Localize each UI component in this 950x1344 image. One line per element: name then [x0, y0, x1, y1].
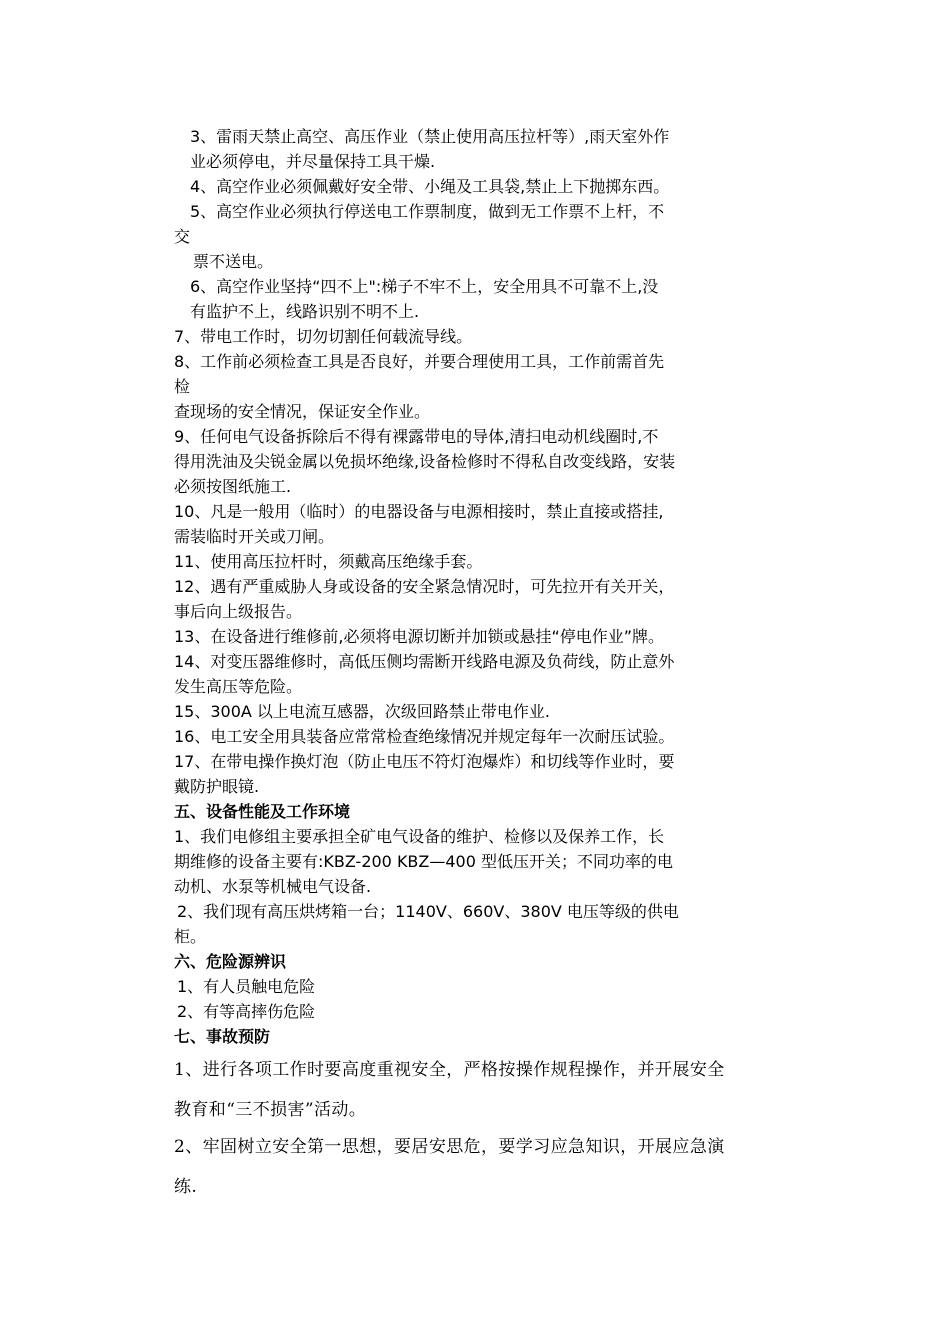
section-6-heading: 六、危险源辨识: [174, 952, 287, 971]
rule-8-line-2: 检: [174, 377, 191, 396]
rule-15-line-1: 15、300A 以上电流互感器，次级回路禁止带电作业.: [174, 702, 551, 721]
rule-3-line-2: 业必须停电，并尽量保持工具干燥.: [190, 152, 436, 171]
rule-14-line-1: 14、对变压器维修时，高低压侧均需断开线路电源及负荷线，防止意外: [174, 652, 675, 671]
rule-12-line-1: 12、遇有严重威胁人身或设备的安全紧急情况时，可先拉开有关开关，: [174, 577, 675, 596]
section-7-item-1-line-2: 教育和“三不损害”活动。: [174, 1100, 367, 1120]
rule-5-line-3: 票不送电。: [193, 252, 274, 271]
rule-16-line-1: 16、电工安全用具装备应常常检查绝缘情况并规定每年一次耐压试验。: [174, 727, 675, 746]
rule-12-line-2: 事后向上级报告。: [174, 602, 303, 621]
rule-11-line-1: 11、使用高压拉杆时，须戴高压绝缘手套。: [174, 552, 483, 571]
rule-8-line-1: 8、工作前必须检查工具是否良好，并要合理使用工具，工作前需首先: [174, 352, 665, 371]
section-5-item-1-line-1: 1、我们电修组主要承担全矿电气设备的维护、检修以及保养工作，长: [174, 827, 665, 846]
rule-17-line-2: 戴防护眼镜.: [174, 777, 260, 796]
rule-9-line-2: 得用洗油及尖锐金属以免损坏绝缘,设备检修时不得私自改变线路，安装: [174, 452, 676, 471]
section-6-item-1: 1、有人员触电危险: [177, 977, 316, 996]
rule-6-line-2: 有监护不上，线路识别不明不上.: [190, 302, 420, 321]
rule-9-line-1: 9、任何电气设备拆除后不得有裸露带电的导体,清扫电动机线圈时,不: [174, 427, 659, 446]
section-7-heading: 七、事故预防: [174, 1027, 271, 1046]
rule-3-line-1: 3、雷雨天禁止高空、高压作业（禁止使用高压拉杆等）,雨天室外作: [190, 127, 670, 146]
section-5-item-1-line-2: 期维修的设备主要有:KBZ-200 KBZ—400 型低压开关；不同功率的电: [174, 852, 673, 871]
rule-7-line-1: 7、带电工作时，切勿切割任何载流导线。: [174, 327, 473, 346]
section-7-item-2-line-2: 练.: [174, 1177, 198, 1197]
rule-5-line-1: 5、高空作业必须执行停送电工作票制度，做到无工作票不上杆，不: [190, 202, 665, 221]
rule-10-line-2: 需装临时开关或刀闸。: [174, 527, 335, 546]
rule-9-line-3: 必须按图纸施工.: [174, 477, 292, 496]
rule-13-line-1: 13、在设备进行维修前,必须将电源切断并加锁或悬挂“停电作业”牌。: [174, 627, 665, 646]
section-5-heading: 五、设备性能及工作环境: [174, 802, 351, 821]
rule-5-line-2: 交: [174, 227, 191, 246]
section-6-item-2: 2、有等高摔伤危险: [177, 1002, 316, 1021]
rule-4-line-1: 4、高空作业必须佩戴好安全带、小绳及工具袋,禁止上下抛掷东西。: [190, 177, 670, 196]
section-7-item-1-line-1: 1、进行各项工作时要高度重视安全，严格按操作规程操作，并开展安全: [174, 1060, 725, 1080]
section-5-item-2-line-2: 柜。: [174, 927, 207, 946]
rule-10-line-1: 10、凡是一般用（临时）的电器设备与电源相接时，禁止直接或搭挂,: [174, 502, 664, 521]
section-5-item-2-line-1: 2、我们现有高压烘烤箱一台；1140V、660V、380V 电压等级的供电: [177, 902, 679, 921]
rule-14-line-2: 发生高压等危险。: [174, 677, 303, 696]
section-5-item-1-line-3: 动机、水泵等机械电气设备.: [174, 877, 372, 896]
rule-6-line-1: 6、高空作业坚持“四不上":梯子不牢不上，安全用具不可靠不上,没: [190, 277, 659, 296]
section-7-item-2-line-1: 2、牢固树立安全第一思想，要居安思危，要学习应急知识，开展应急演: [174, 1137, 725, 1157]
rule-17-line-1: 17、在带电操作换灯泡（防止电压不符灯泡爆炸）和切线等作业时，要: [174, 752, 675, 771]
rule-8-line-3: 查现场的安全情况，保证安全作业。: [174, 402, 431, 421]
